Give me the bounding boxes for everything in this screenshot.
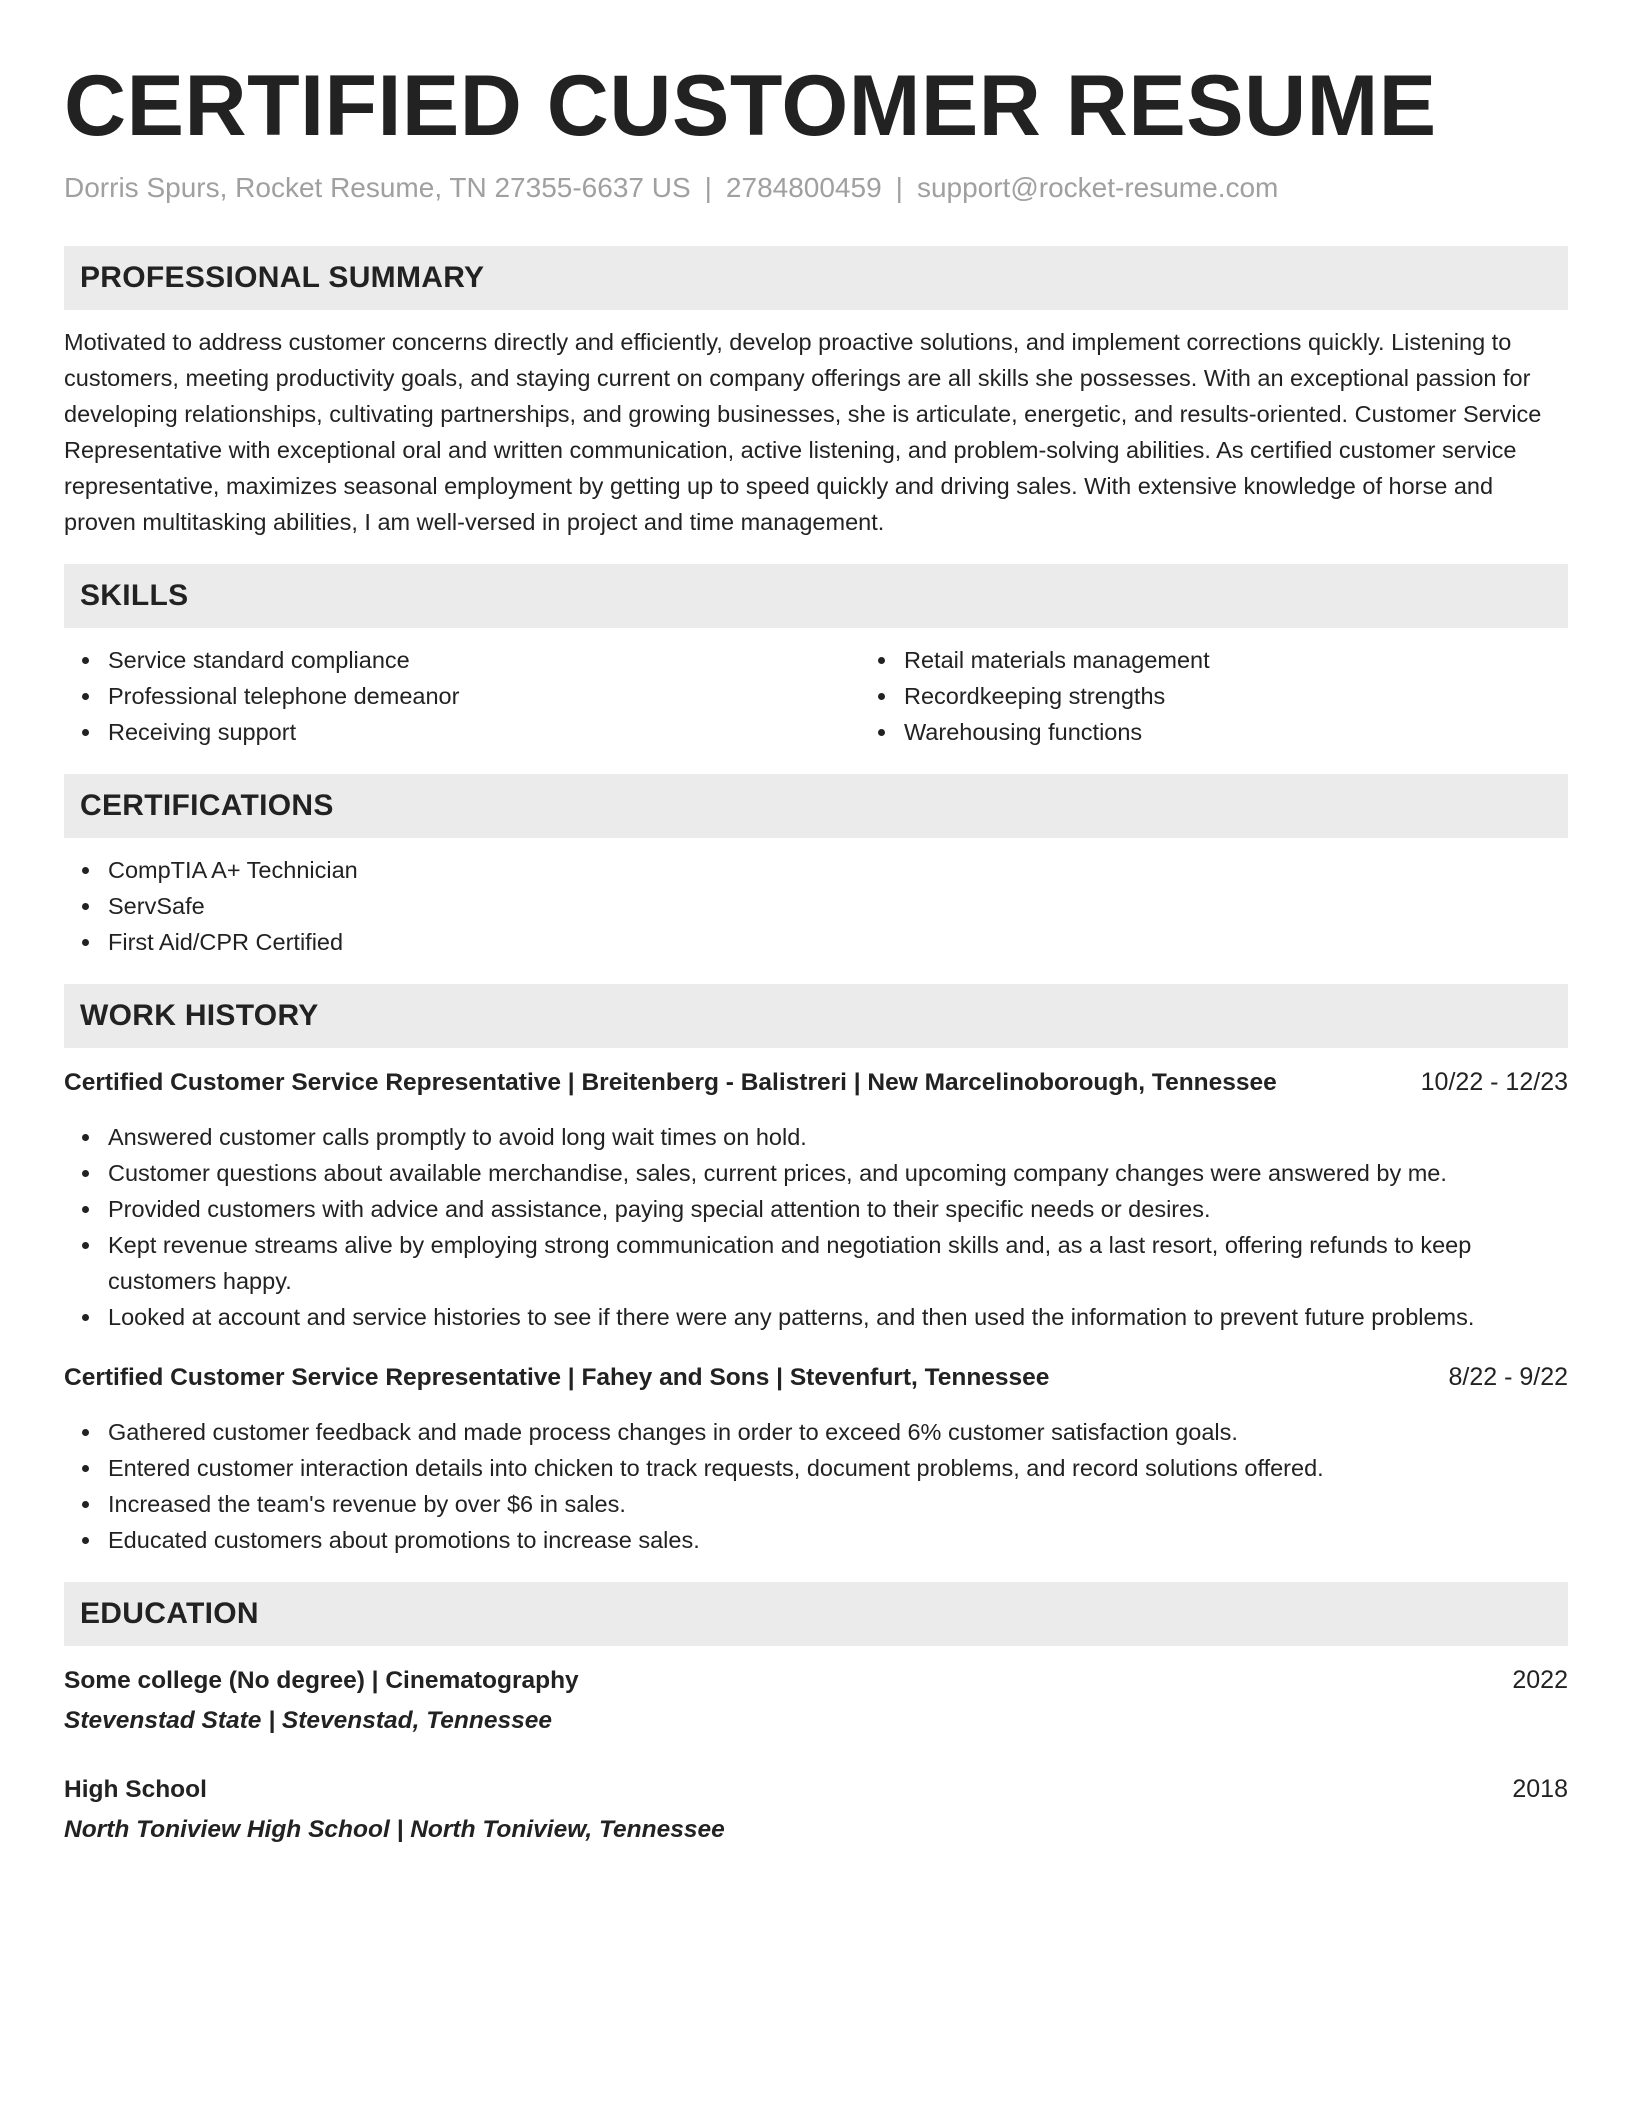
section-header-skills: SKILLS bbox=[64, 564, 1568, 628]
job-dates: 8/22 - 9/22 bbox=[1448, 1363, 1568, 1391]
certifications-list bbox=[64, 852, 1568, 960]
skills-grid bbox=[64, 642, 1568, 750]
education-school: North Toniview High School | North Toniview, Tennessee bbox=[64, 1816, 725, 1843]
contact-line bbox=[64, 170, 1568, 206]
section-header-summary: PROFESSIONAL SUMMARY bbox=[64, 246, 1568, 310]
education-entry bbox=[64, 1771, 1568, 1848]
job-entry bbox=[64, 1359, 1568, 1558]
job-bullets bbox=[64, 1119, 1568, 1335]
contact-separator: | bbox=[704, 172, 712, 203]
education-header bbox=[64, 1662, 1568, 1699]
section-header-certifications: CERTIFICATIONS bbox=[64, 774, 1568, 838]
section-header-work-history: WORK HISTORY bbox=[64, 984, 1568, 1048]
job-bullet: Educated customers about promotions to increase sales. bbox=[108, 1522, 1568, 1558]
job-bullet: Looked at account and service histories to see if there were any patterns, and then used the information to prevent future problems. bbox=[108, 1299, 1568, 1335]
skill-item: Receiving support bbox=[108, 714, 860, 750]
education-year: 2018 bbox=[1512, 1775, 1568, 1803]
summary-text: Motivated to address customer concerns directly and efficiently, develop proactive solutions, and implement corrections quickly. Listening to customers, meeting productivity goals, and staying current on company offerings are all skills she possesses. With an exceptional passion for developing relationships, cultivating partnerships, and growing businesses, she is articulate, energetic, and results-oriented. Customer Service Representative with exceptional oral and written communication, active listening, and problem-solving abilities. As certified customer service representative, maximizes seasonal employment by getting up to speed quickly and driving sales. With extensive knowledge of horse and proven multitasking abilities, I am well-versed in project and time management. bbox=[64, 329, 1542, 535]
job-header bbox=[64, 1359, 1568, 1396]
education-entry bbox=[64, 1662, 1568, 1739]
job-dates: 10/22 - 12/23 bbox=[1420, 1068, 1568, 1096]
contact-phone: 2784800459 bbox=[725, 172, 882, 203]
job-bullet: Provided customers with advice and assistance, paying special attention to their specific needs or desires. bbox=[108, 1191, 1568, 1227]
job-bullet: Increased the team's revenue by over $6 in sales. bbox=[108, 1486, 1568, 1522]
skill-item: Service standard compliance bbox=[108, 642, 860, 678]
job-bullet: Gathered customer feedback and made process changes in order to exceed 6% customer satisfaction goals. bbox=[108, 1414, 1568, 1450]
job-bullet: Entered customer interaction details into chicken to track requests, document problems, and record solutions offered. bbox=[108, 1450, 1568, 1486]
resume-title: CERTIFIED CUSTOMER RESUME bbox=[64, 58, 1437, 154]
job-entry bbox=[64, 1064, 1568, 1335]
skill-item: Warehousing functions bbox=[904, 714, 1632, 750]
job-bullets bbox=[64, 1414, 1568, 1558]
education-degree: Some college (No degree) | Cinematography bbox=[64, 1667, 579, 1694]
job-bullet: Answered customer calls promptly to avoid long wait times on hold. bbox=[108, 1119, 1568, 1155]
education-header bbox=[64, 1771, 1568, 1808]
skill-item: Recordkeeping strengths bbox=[904, 678, 1632, 714]
skills-list-right bbox=[860, 642, 1632, 750]
certification-item: ServSafe bbox=[108, 888, 1568, 924]
certification-item: CompTIA A+ Technician bbox=[108, 852, 1568, 888]
education-school: Stevenstad State | Stevenstad, Tennessee bbox=[64, 1707, 552, 1734]
job-bullet: Kept revenue streams alive by employing strong communication and negotiation skills and, as a last resort, offering refunds to keep customers happy. bbox=[108, 1227, 1568, 1299]
contact-email[interactable]: support@rocket-resume.com bbox=[916, 172, 1279, 203]
skill-item: Professional telephone demeanor bbox=[108, 678, 860, 714]
job-header bbox=[64, 1064, 1568, 1101]
job-title: Certified Customer Service Representative | Fahey and Sons | Stevenfurt, Tennessee bbox=[64, 1364, 1050, 1391]
skill-item: Retail materials management bbox=[904, 642, 1632, 678]
contact-separator: | bbox=[895, 172, 903, 203]
education-year: 2022 bbox=[1512, 1666, 1568, 1694]
contact-address: Dorris Spurs, Rocket Resume, TN 27355-6637 US bbox=[64, 172, 691, 203]
job-bullet: Customer questions about available merchandise, sales, current prices, and upcoming company changes were answered by me. bbox=[108, 1155, 1568, 1191]
section-header-education: EDUCATION bbox=[64, 1582, 1568, 1646]
education-degree: High School bbox=[64, 1776, 207, 1803]
job-title: Certified Customer Service Representative | Breitenberg - Balistreri | New Marcelinoborough, Tennessee bbox=[64, 1069, 1277, 1096]
skills-list-left bbox=[64, 642, 860, 750]
certification-item: First Aid/CPR Certified bbox=[108, 924, 1568, 960]
